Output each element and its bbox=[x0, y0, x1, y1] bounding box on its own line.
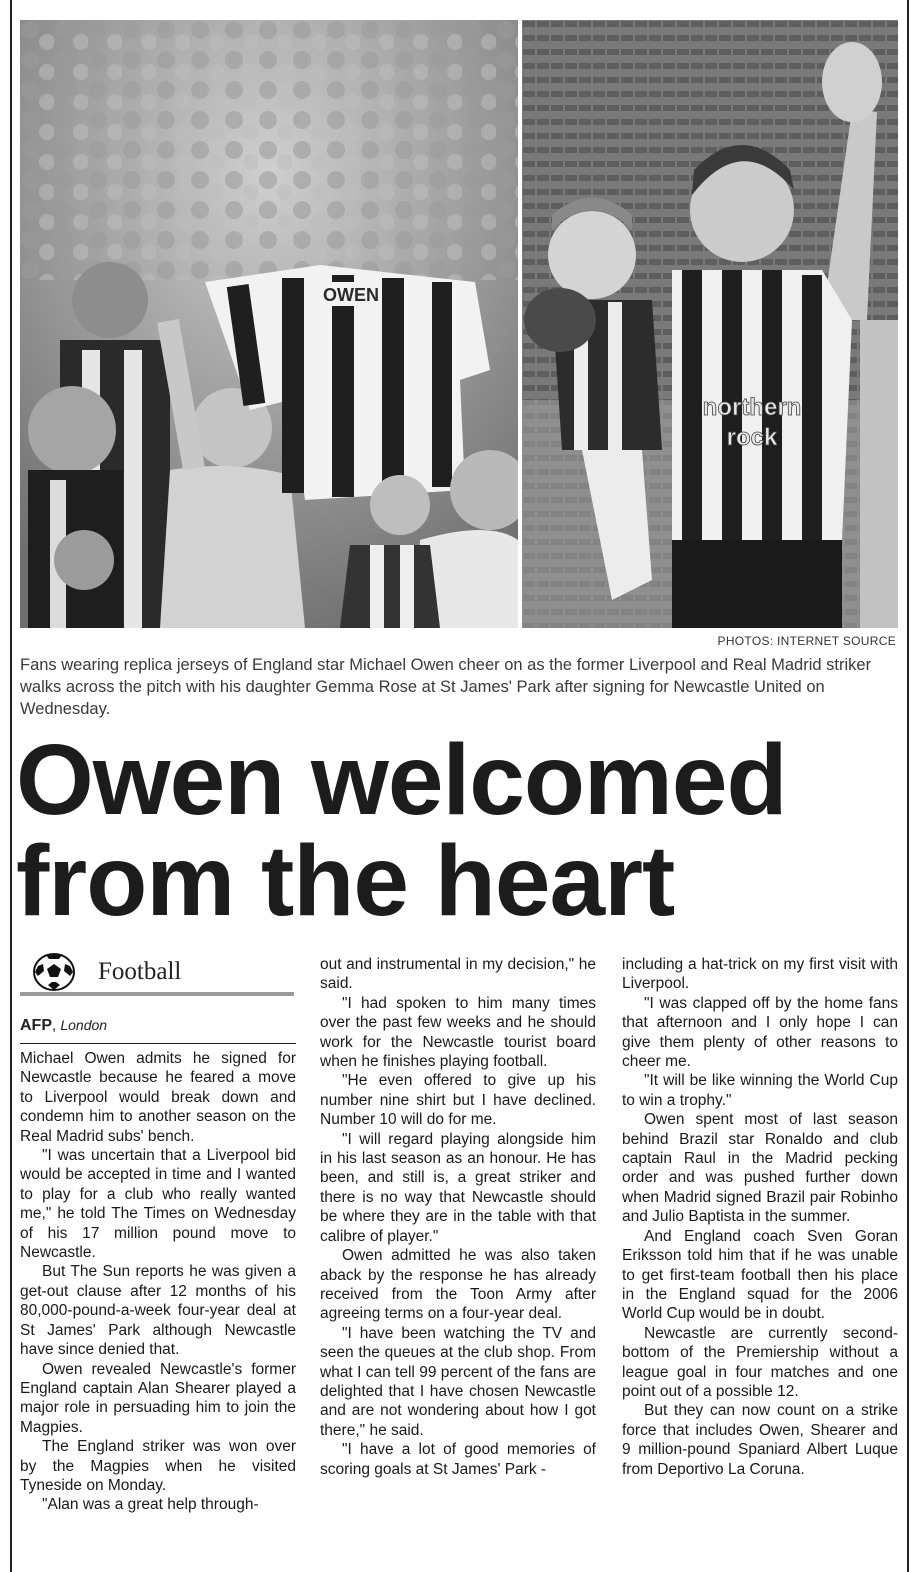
paragraph: But The Sun reports he was given a get-out clause after 12 months of his 80,000-pound-a-week four-year deal at St James' Park although Newcastle have since denied that. bbox=[20, 1263, 296, 1359]
fans-photo bbox=[20, 20, 518, 628]
owen-shirt bbox=[672, 270, 852, 540]
paragraph: "He even offered to give up his number nine shirt but I have declined. Number 10 will do for me. bbox=[320, 1072, 596, 1129]
article-column-3 bbox=[622, 955, 898, 1479]
paragraph: including a hat-trick on my first visit with Liverpool. bbox=[622, 956, 898, 993]
byline: AFP, London bbox=[20, 1017, 108, 1034]
paragraph: The England striker was won over by the Magpies when he visited Tyneside on Monday. bbox=[20, 1438, 296, 1494]
byline-agency: AFP bbox=[20, 1017, 52, 1034]
svg-text:rock: rock bbox=[726, 424, 778, 451]
paragraph: out and instrumental in my decision," he said. bbox=[320, 956, 596, 993]
page-right-rule bbox=[907, 0, 909, 1572]
section-header bbox=[20, 952, 294, 996]
svg-text:northern: northern bbox=[702, 394, 802, 421]
photo-caption: Fans wearing replica jerseys of England star Michael Owen cheer on as the former Liverpool and Real Madrid striker walks across the pitch with his daughter Gemma Rose at St James' Park after signing for Newcastle United on Wednesday. bbox=[20, 656, 872, 718]
headline-line-2: from the heart bbox=[16, 825, 675, 937]
paragraph: Owen admitted he was also taken aback by the response he has already received from the Toon Army after agreeing terms on a four-year deal. bbox=[320, 1247, 596, 1323]
headline-line-1: Owen welcomed bbox=[16, 724, 787, 836]
section-underline bbox=[20, 992, 294, 996]
paragraph: "Alan was a great help through- bbox=[42, 1496, 259, 1514]
article-column-2 bbox=[320, 955, 596, 1479]
paragraph: "I will regard playing alongside him in his last season as an honour. He has been, and still is, a great striker and there is no way that Newcastle should be where they are in the table with that calibre of player." bbox=[320, 1130, 596, 1245]
paragraph: "I had spoken to him many times over the past few weeks and he should work for the Newcastle tourist board when he finishes playing football. bbox=[320, 994, 596, 1071]
paragraph: Newcastle are currently second-bottom of the Premiership without a league goal in four matches and one point out of a possible 12. bbox=[622, 1324, 898, 1400]
paragraph: Owen spent most of last season behind Brazil star Ronaldo and club captain Raul in the Madrid pecking order and was pushed further down when Madrid signed Brazil pair Robinho and Julio Baptista in the summer. bbox=[622, 1111, 898, 1226]
page-left-rule bbox=[10, 0, 12, 1572]
section-label: Football bbox=[98, 958, 182, 985]
byline-rule bbox=[20, 1043, 296, 1044]
paragraph: Michael Owen admits he signed for Newcastle because he feared a move to Liverpool would break down and condemn him to another season on the Real Madrid subs' bench. bbox=[20, 1050, 296, 1145]
owen-photo bbox=[522, 20, 898, 628]
paragraph: "I was clapped off by the home fans that afternoon and I only hope I can give them plenty of other reasons to cheer me. bbox=[622, 994, 898, 1071]
paragraph: "I have been watching the TV and seen the queues at the club shop. From what I can tell 99 percent of the fans are delighted that I have chosen Newcastle and are not wondering about how I got there," he said. bbox=[320, 1324, 596, 1439]
soccer-ball-icon bbox=[32, 952, 76, 992]
paragraph: But they can now count on a strike force that includes Owen, Shearer and 9 million-pound Spaniard Albert Luque from Deportivo La Coruna. bbox=[622, 1402, 898, 1478]
svg-text:OWEN: OWEN bbox=[323, 285, 379, 305]
paragraph: And England coach Sven Goran Eriksson told him that if he was unable to get first-team football then his place in the England squad for the 2006 World Cup would be in doubt. bbox=[622, 1227, 898, 1323]
paragraph: Owen revealed Newcastle's former England captain Alan Shearer played a major role in persuading him to join the Magpies. bbox=[20, 1360, 296, 1436]
paragraph: "I have a lot of good memories of scoring goals at St James' Park - bbox=[320, 1441, 596, 1478]
article-column-1 bbox=[20, 1049, 296, 1515]
headline bbox=[16, 724, 896, 937]
paragraph: "It will be like winning the World Cup to win a trophy." bbox=[622, 1072, 898, 1109]
paragraph: "I was uncertain that a Liverpool bid would be accepted in time and I wanted to play for a club who really wanted me," he told The Times on Wednesday of his 17 million pound move to Newcastle. bbox=[20, 1147, 296, 1262]
byline-place: London bbox=[60, 1017, 108, 1033]
photo-credit: PHOTOS: INTERNET SOURCE bbox=[717, 634, 896, 648]
